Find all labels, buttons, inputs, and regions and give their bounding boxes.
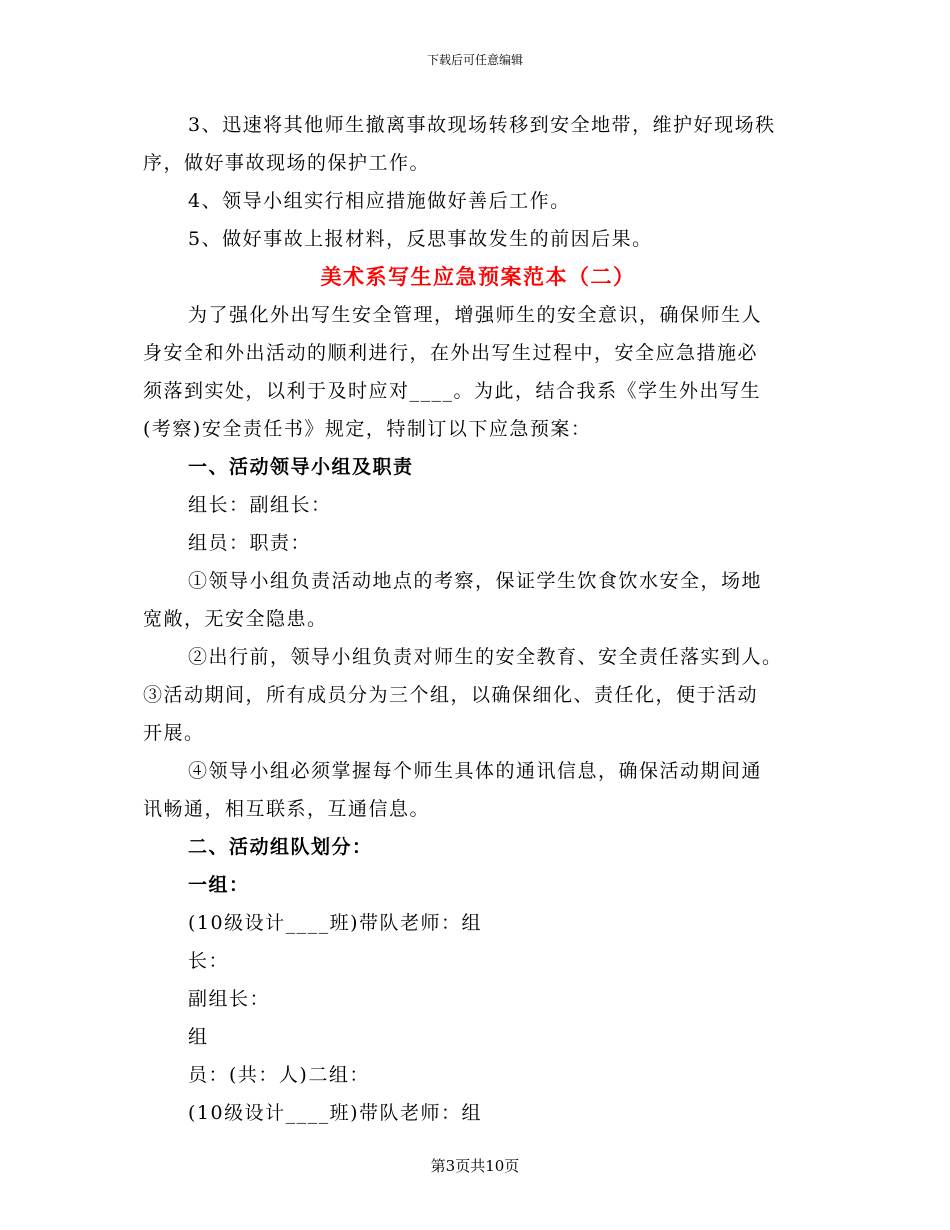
paragraph-line: 为了强化外出写生安全管理，增强师生的安全意识，确保师生人 [188, 304, 763, 326]
paragraph-line: (10级设计____班)带队老师：组 [188, 1102, 483, 1124]
paragraph-line: 讯畅通，相互联系，互通信息。 [143, 798, 431, 820]
paragraph-line: 组员：职责： [188, 532, 312, 554]
section-title: 美术系写生应急预案范本（二） [320, 264, 636, 289]
paragraph-line: ①领导小组负责活动地点的考察，保证学生饮食饮水安全，场地 [188, 570, 763, 592]
paragraph-line: ④领导小组必须掌握每个师生具体的通讯信息，确保活动期间通 [188, 760, 763, 782]
paragraph-line: 5、做好事故上报材料，反思事故发生的前因后果。 [188, 228, 653, 250]
paragraph-line: 3、迅速将其他师生撤离事故现场转移到安全地带，维护好现场秩 [188, 114, 776, 136]
section-heading: 二、活动组队划分： [188, 836, 373, 858]
paragraph-line: 员：(共：人)二组： [188, 1064, 370, 1086]
paragraph-line: 组 [188, 1026, 209, 1048]
paragraph-line: 须落到实处，以利于及时应对____。为此，结合我系《学生外出写生 [143, 380, 762, 402]
paragraph-line: 长： [188, 950, 230, 972]
paragraph-line: 开展。 [143, 722, 205, 744]
paragraph-line: (10级设计____班)带队老师：组 [188, 912, 483, 934]
paragraph-line: 副组长： [188, 988, 271, 1010]
page-footer: 第3页共10页 [430, 1157, 520, 1175]
paragraph-line: (考察)安全责任书》规定，特制订以下应急预案： [143, 418, 592, 440]
paragraph-line: 序，做好事故现场的保护工作。 [143, 152, 431, 174]
paragraph-line: 身安全和外出活动的顺利进行，在外出写生过程中，安全应急措施必 [143, 342, 759, 364]
section-heading: 一组： [188, 874, 250, 896]
document-body [143, 106, 813, 1132]
section-heading: 一、活动领导小组及职责 [188, 456, 414, 478]
page-header: 下载后可任意编辑 [426, 53, 523, 67]
paragraph-line: ③活动期间，所有成员分为三个组，以确保细化、责任化，便于活动 [143, 684, 759, 706]
paragraph-line: 4、领导小组实行相应措施做好善后工作。 [188, 190, 571, 212]
paragraph-line: ②出行前，领导小组负责对师生的安全教育、安全责任落实到人。 [188, 646, 783, 668]
paragraph-line: 组长：副组长： [188, 494, 332, 516]
paragraph-line: 宽敞，无安全隐患。 [143, 608, 328, 630]
